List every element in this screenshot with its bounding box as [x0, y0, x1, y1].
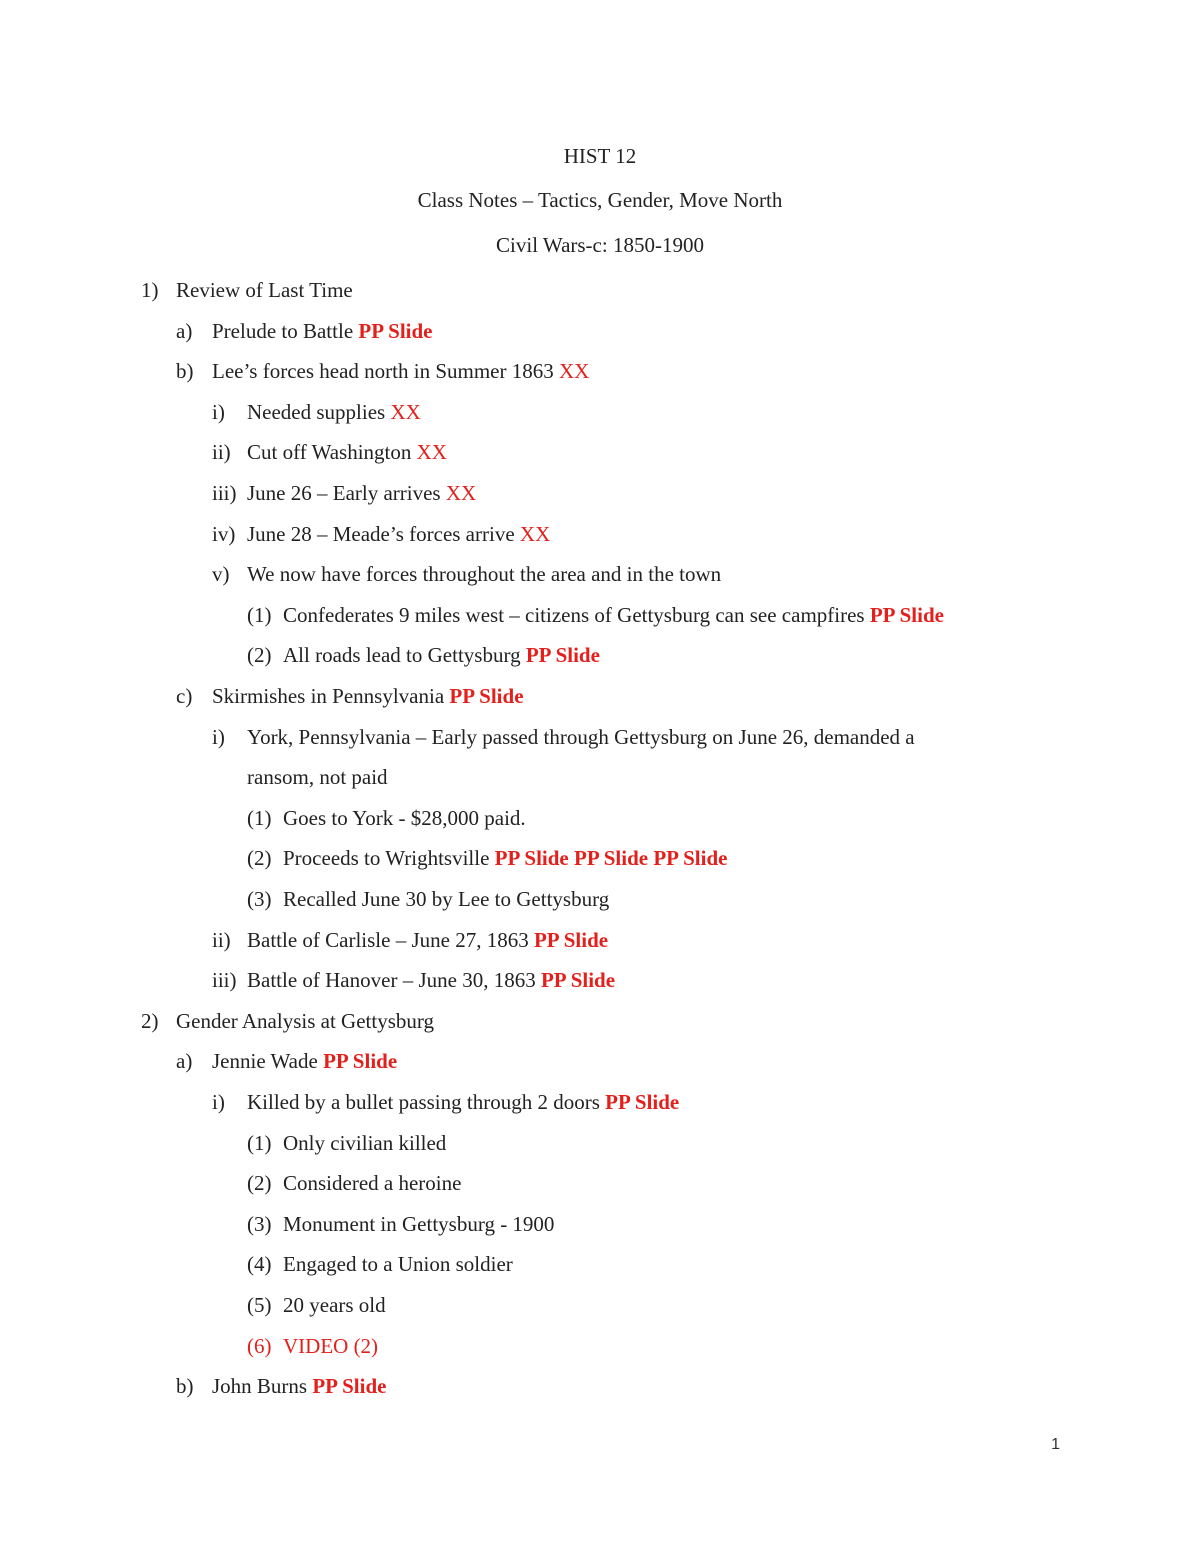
outline-number: 2): [141, 1009, 159, 1033]
outline-text: Cut off Washington: [247, 440, 417, 464]
xx-marker: XX: [390, 400, 421, 424]
outline-item: [176, 1373, 386, 1399]
outline-number: a): [176, 319, 193, 343]
xx-marker: XX: [445, 481, 477, 505]
outline-item: [247, 1130, 446, 1156]
outline-item: [247, 1251, 513, 1277]
outline-text: Jennie Wade: [212, 1049, 324, 1073]
outline-item: [176, 318, 433, 344]
xx-marker: XX: [559, 359, 590, 383]
pp-slide-marker: PP Slide: [525, 643, 600, 667]
outline-text: Confederates 9 miles west – citizens of Gettysburg can see campfires: [283, 603, 870, 627]
outline-number: b): [176, 359, 194, 383]
outline-item: [247, 1170, 461, 1196]
outline-number: (6): [247, 1334, 272, 1358]
outline-item: [247, 642, 600, 668]
outline-text: All roads lead to Gettysburg: [283, 643, 526, 667]
pp-slide-marker: PP Slide: [869, 603, 944, 627]
outline-number: iii): [212, 968, 237, 992]
outline-number: i): [212, 1090, 225, 1114]
outline-number: i): [212, 725, 225, 749]
outline-text: Prelude to Battle: [212, 319, 359, 343]
outline-number: iv): [212, 522, 236, 546]
pp-slide-marker: PP Slide: [533, 928, 609, 952]
outline-number: (5): [247, 1293, 272, 1317]
outline-number: (1): [247, 806, 272, 830]
outline-item: [247, 886, 609, 912]
outline-number: b): [176, 1374, 194, 1398]
pp-slide-marker: PP Slide: [312, 1374, 387, 1398]
course-code: HIST 12: [563, 144, 637, 168]
outline-item: [176, 683, 524, 709]
outline-number: (2): [247, 846, 272, 870]
outline-text: 20 years old: [283, 1293, 386, 1317]
outline-number: (2): [247, 1171, 272, 1195]
outline-number: (3): [247, 887, 272, 911]
outline-item: [212, 439, 447, 465]
outline-text: June 28 – Meade’s forces arrive: [247, 522, 520, 546]
xx-marker: XX: [416, 440, 447, 464]
outline-number: (1): [247, 1131, 272, 1155]
outline-item: [141, 1008, 434, 1034]
pp-slide-marker: PP Slide: [358, 319, 433, 343]
pp-slide-marker: PP Slide PP Slide PP Slide: [494, 846, 728, 870]
outline-text: Only civilian killed: [283, 1131, 447, 1155]
pp-slide-marker: PP Slide: [449, 684, 524, 708]
outline-text: Engaged to a Union soldier: [283, 1252, 513, 1276]
outline-text: Considered a heroine: [283, 1171, 462, 1195]
outline-item: [212, 561, 721, 587]
outline-text: York, Pennsylvania – Early passed through Gettysburg on June 26, demanded a: [247, 725, 915, 749]
outline-number: 1): [141, 278, 159, 302]
pp-slide-marker: PP Slide: [323, 1049, 398, 1073]
outline-item: [247, 1292, 386, 1318]
outline-item: [212, 480, 476, 506]
outline-number: v): [212, 562, 230, 586]
outline-number: a): [176, 1049, 193, 1073]
outline-item: [176, 1048, 397, 1074]
outline-text: Proceeds to Wrightsville: [283, 846, 495, 870]
xx-marker: XX: [519, 522, 551, 546]
outline-text: We now have forces throughout the area and in the town: [247, 562, 722, 586]
outline-text: Skirmishes in Pennsylvania: [212, 684, 450, 708]
outline-number: (1): [247, 603, 272, 627]
outline-item: [212, 521, 550, 547]
outline-item: [212, 927, 608, 953]
outline-item: [212, 967, 615, 993]
pp-slide-marker: PP Slide: [605, 1090, 680, 1114]
outline-text: Monument in Gettysburg - 1900: [283, 1212, 555, 1236]
outline-item: [176, 358, 589, 384]
outline-number: (3): [247, 1212, 272, 1236]
outline-text: Battle of Carlisle – June 27, 1863: [247, 928, 534, 952]
outline-text: ransom, not paid: [247, 765, 388, 789]
outline-text: Review of Last Time: [176, 278, 353, 302]
outline-text: June 26 – Early arrives: [247, 481, 446, 505]
outline-text: Killed by a bullet passing through 2 doors: [247, 1090, 606, 1114]
outline-item: [212, 724, 915, 750]
outline-number: c): [176, 684, 193, 708]
outline-item: [247, 1333, 378, 1359]
page-subtitle: Civil Wars-c: 1850-1900: [496, 233, 704, 257]
outline-item: [212, 399, 421, 425]
outline-number: ii): [212, 440, 231, 464]
outline-text: Lee’s forces head north in Summer 1863: [212, 359, 559, 383]
outline-number: i): [212, 400, 225, 424]
page-number: 1: [1051, 1436, 1060, 1453]
page-title: Class Notes – Tactics, Gender, Move North: [417, 188, 783, 212]
outline-text: VIDEO (2): [283, 1334, 379, 1358]
outline-text: Needed supplies: [247, 400, 391, 424]
outline-text: Recalled June 30 by Lee to Gettysburg: [283, 887, 610, 911]
outline-number: (4): [247, 1252, 272, 1276]
outline-text: Battle of Hanover – June 30, 1863: [247, 968, 541, 992]
outline-number: (2): [247, 643, 272, 667]
pp-slide-marker: PP Slide: [540, 968, 616, 992]
outline-text: Goes to York - $28,000 paid.: [283, 806, 526, 830]
outline-text: John Burns: [212, 1374, 313, 1398]
outline-number: iii): [212, 481, 237, 505]
outline-item: [247, 845, 727, 871]
outline-item: [247, 1211, 554, 1237]
outline-item: [247, 805, 526, 831]
outline-item: [247, 764, 388, 790]
outline-item: [141, 277, 353, 303]
outline-text: Gender Analysis at Gettysburg: [176, 1009, 434, 1033]
outline-item: [212, 1089, 679, 1115]
outline-item: [247, 602, 944, 628]
outline-number: ii): [212, 928, 231, 952]
